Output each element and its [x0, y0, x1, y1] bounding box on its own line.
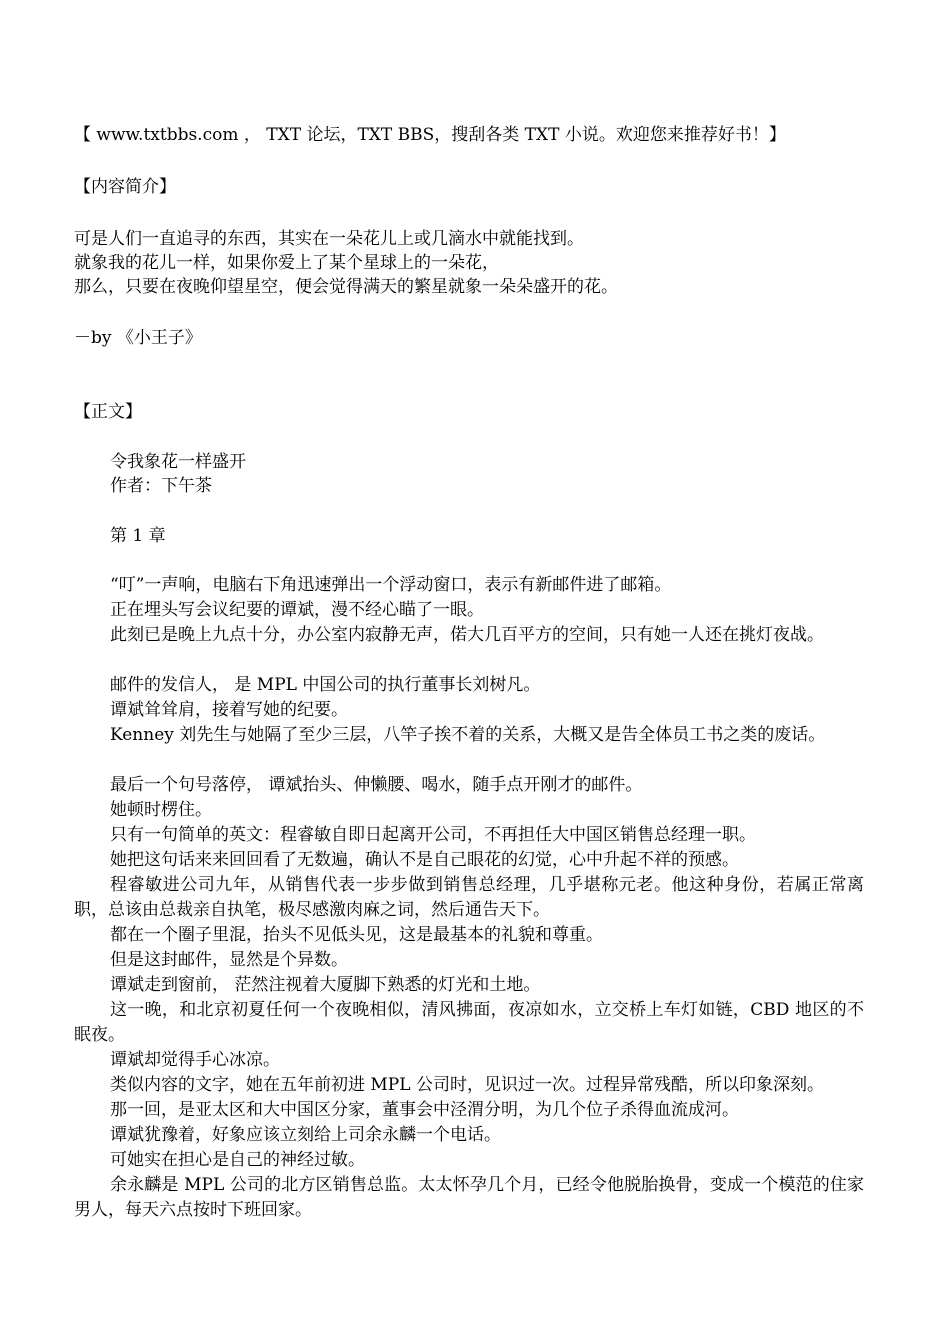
intro-line: 就象我的花儿一样，如果你爱上了某个星球上的一朵花， — [74, 253, 499, 273]
intro-heading: 【内容简介】 — [74, 177, 176, 197]
intro-line: 可是人们一直追寻的东西，其实在一朵花儿上或几滴水中就能找到。 — [74, 229, 584, 249]
book-author: 作者：下午茶 — [110, 476, 212, 496]
intro-line: 那么，只要在夜晚仰望星空，便会觉得满天的繁星就象一朵朵盛开的花。 — [74, 277, 618, 297]
paragraph: 谭斌耸耸肩，接着写她的纪要。 — [110, 700, 348, 720]
book-title: 令我象花一样盛开 — [110, 452, 246, 472]
paragraph: 最后一个句号落停， 谭斌抬头、伸懒腰、喝水，随手点开刚才的邮件。 — [110, 775, 643, 795]
paragraph: 谭斌却觉得手心冰凉。 — [110, 1050, 280, 1070]
paragraph: 此刻已是晚上九点十分，办公室内寂静无声，偌大几百平方的空间，只有她一人还在挑灯夜战。 — [110, 625, 824, 645]
paragraph: 可她实在担心是自己的神经过敏。 — [110, 1150, 365, 1170]
site-banner: 【 www.txtbbs.com ， TXT 论坛，TXT BBS，搜刮各类 TXT 小说。欢迎您来推荐好书！】 — [74, 125, 786, 145]
paragraph: 程睿敏进公司九年，从销售代表一步步做到销售总经理，几乎堪称元老。他这种身份，若属正常离职，总该由总裁亲自执笔，极尽感激肉麻之词，然后通告天下。 — [74, 875, 864, 920]
paragraph: 但是这封邮件，显然是个异数。 — [110, 950, 348, 970]
paragraph: 她把这句话来来回回看了无数遍，确认不是自己眼花的幻觉，心中升起不祥的预感。 — [110, 850, 739, 870]
paragraph: 谭斌走到窗前， 茫然注视着大厦脚下熟悉的灯光和土地。 — [110, 975, 541, 995]
paragraph: 只有一句简单的英文：程睿敏自即日起离开公司，不再担任大中国区销售总经理一职。 — [110, 825, 756, 845]
paragraph: 这一晚，和北京初夏任何一个夜晚相似，清风拂面，夜凉如水，立交桥上车灯如链，CBD 地区的不眠夜。 — [74, 1000, 864, 1045]
paragraph: 都在一个圈子里混，抬头不见低头见，这是最基本的礼貌和尊重。 — [110, 925, 603, 945]
paragraph: 余永麟是 MPL 公司的北方区销售总监。太太怀孕几个月，已经令他脱胎换骨，变成一个模范的住家男人，每天六点按时下班回家。 — [74, 1175, 864, 1220]
paragraph: 邮件的发信人， 是 MPL 中国公司的执行董事长刘树凡。 — [110, 675, 541, 695]
paragraph: 她顿时楞住。 — [110, 800, 212, 820]
paragraph: 类似内容的文字，她在五年前初进 MPL 公司时，见识过一次。过程异常残酷，所以印象深刻。 — [110, 1075, 824, 1095]
paragraph: 那一回，是亚太区和大中国区分家，董事会中泾渭分明，为几个位子杀得血流成河。 — [110, 1100, 739, 1120]
paragraph: Kenney 刘先生与她隔了至少三层，八竿子挨不着的关系，大概又是告全体员工书之类的废话。 — [110, 725, 826, 745]
intro-attribution: －by 《小王子》 — [74, 328, 202, 348]
paragraph: “叮”一声响，电脑右下角迅速弹出一个浮动窗口，表示有新邮件进了邮箱。 — [110, 575, 672, 595]
body-heading: 【正文】 — [74, 402, 142, 422]
paragraph: 正在埋头写会议纪要的谭斌，漫不经心瞄了一眼。 — [110, 600, 484, 620]
paragraph: 谭斌犹豫着，好象应该立刻给上司余永麟一个电话。 — [110, 1125, 501, 1145]
chapter-heading: 第 1 章 — [110, 526, 166, 546]
